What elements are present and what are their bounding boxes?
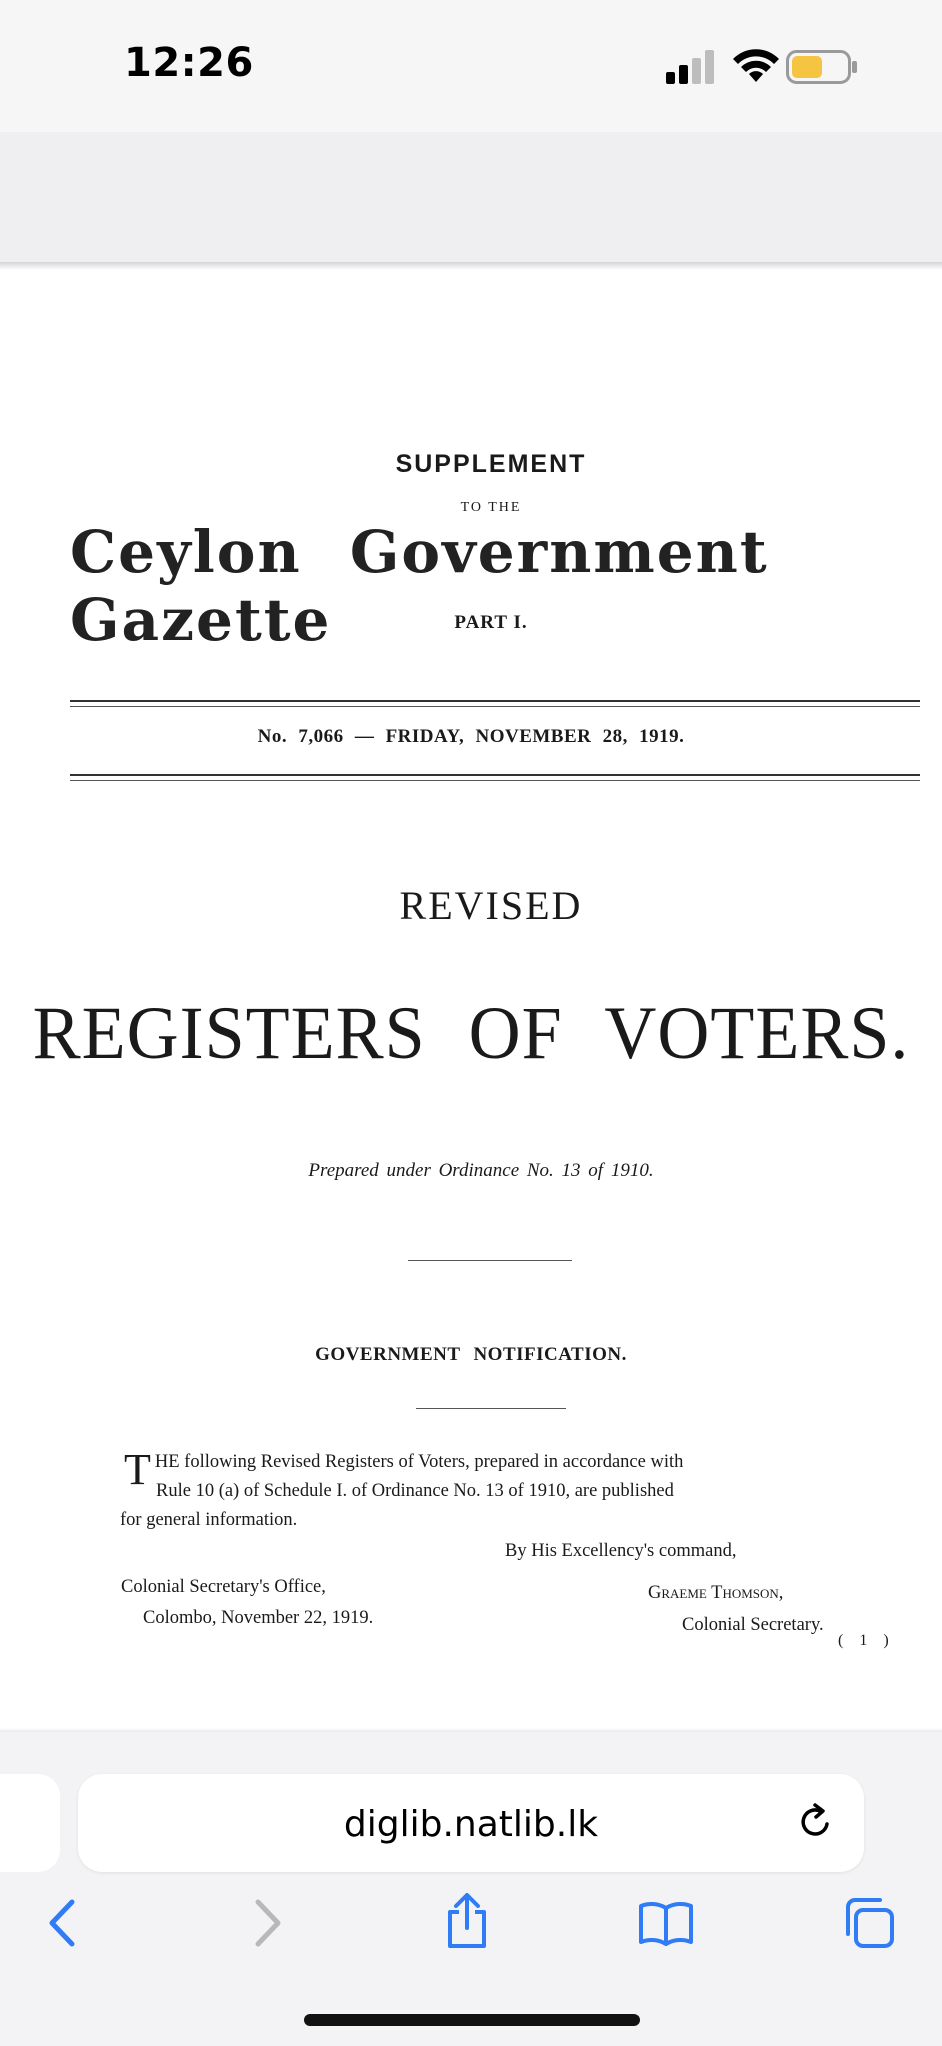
page-number: ( 1 ) [838, 1632, 895, 1649]
gazette-title: Ceylon Government Gazette [70, 518, 769, 654]
share-icon[interactable] [442, 1892, 492, 1950]
header-rule-bottom-thin [70, 780, 920, 781]
status-time: 12:26 [124, 40, 254, 86]
office-name: Colonial Secretary's Office, [121, 1577, 326, 1597]
header-rule-top [70, 700, 920, 702]
cellular-signal-icon [666, 50, 716, 84]
back-icon[interactable] [44, 1898, 80, 1948]
wifi-icon [732, 48, 780, 84]
document-page [0, 270, 942, 1732]
browser-toolbar-area [0, 132, 942, 264]
status-bar [0, 0, 942, 132]
forward-icon[interactable] [250, 1898, 286, 1948]
body-line-2: Rule 10 (a) of Schedule I. of Ordinance No. 13 of 1910, are published [156, 1481, 674, 1501]
url-text[interactable]: diglib.natlib.lk [343, 1804, 599, 1845]
header-rule-top-thin [70, 706, 920, 707]
signer-name: Graeme Thomson, [648, 1583, 784, 1603]
office-date: Colombo, November 22, 1919. [143, 1608, 374, 1628]
reload-icon[interactable] [796, 1802, 836, 1842]
toolbar-shadow [0, 262, 942, 270]
tabs-icon[interactable] [842, 1896, 896, 1950]
body-line-3: for general information. [120, 1510, 298, 1530]
prepared-note: Prepared under Ordinance No. 13 of 1910. [308, 1160, 654, 1181]
battery-icon [786, 50, 858, 84]
drop-cap: T [124, 1445, 151, 1494]
previous-tab-preview[interactable] [0, 1774, 60, 1872]
part-label: PART I. [454, 612, 528, 633]
bookmarks-icon[interactable] [638, 1900, 694, 1946]
body-line-1: HE following Revised Registers of Voters, prepared in accordance with [154, 1452, 684, 1472]
address-bar[interactable] [78, 1774, 864, 1872]
issue-line: No. 7,066 — FRIDAY, NOVEMBER 28, 1919. [257, 726, 685, 747]
notification-divider [416, 1408, 566, 1409]
to-the-text: TO THE [460, 500, 522, 515]
section-divider [408, 1260, 572, 1261]
header-rule-bottom [70, 774, 920, 776]
notification-title: GOVERNMENT NOTIFICATION. [315, 1344, 627, 1365]
registers-heading: REGISTERS OF VOTERS. [32, 990, 910, 1075]
by-command-text: By His Excellency's command, [505, 1541, 737, 1561]
signer-title: Colonial Secretary. [682, 1615, 824, 1635]
home-indicator[interactable] [304, 2014, 640, 2026]
supplement-heading: SUPPLEMENT [395, 450, 587, 478]
revised-heading: REVISED [399, 883, 583, 928]
notification-body [120, 1445, 856, 1535]
